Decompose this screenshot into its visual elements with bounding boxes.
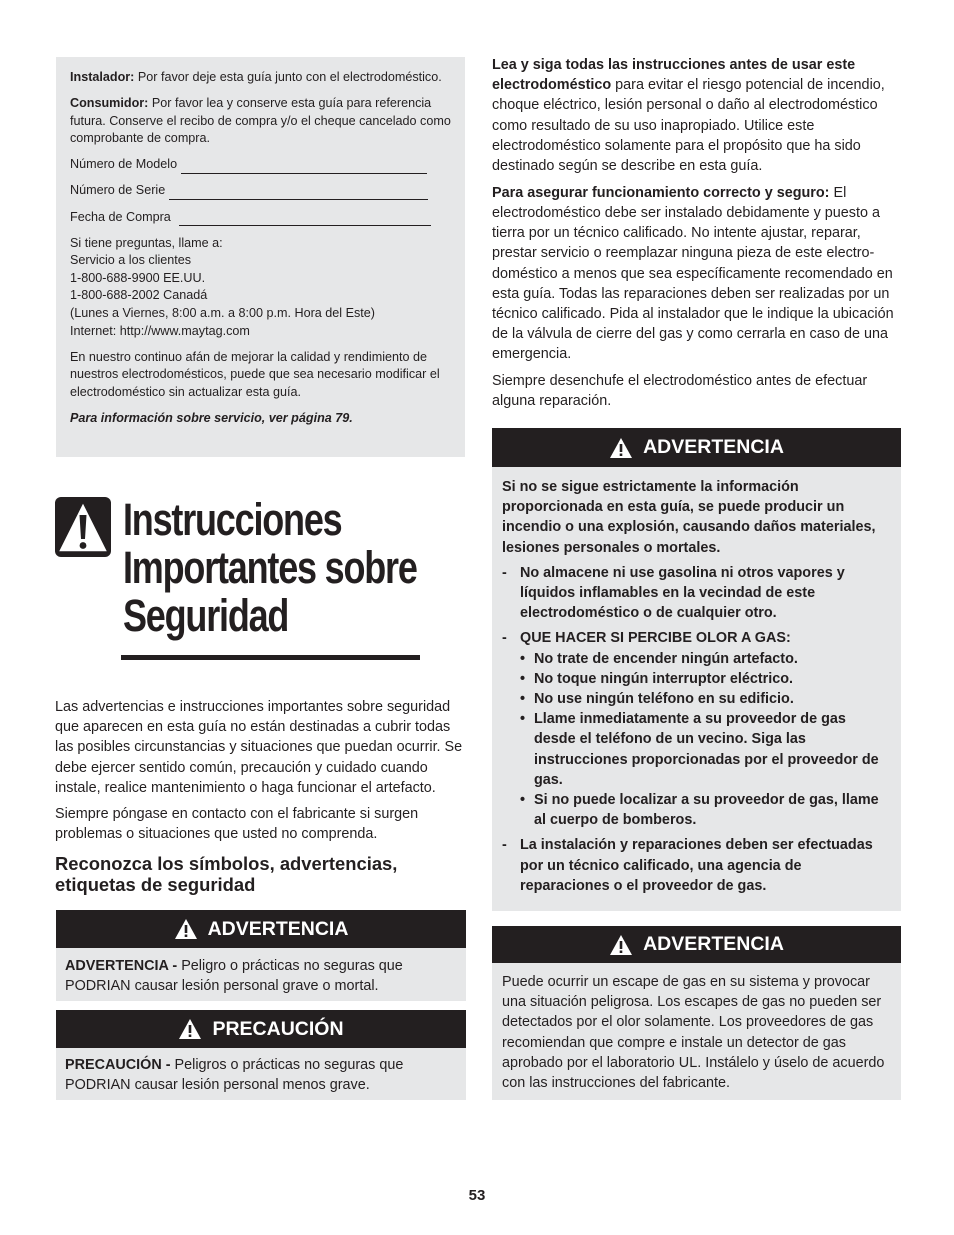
improvement-note: En nuestro continuo afán de mejorar la calidad y rendimiento de nuestros electrodomésticos, puede que sea necesario modificar el electrodoméstico sin actualizar esta guía.: [70, 349, 440, 399]
gas-detector-warning-box: Puede ocurrir un escape de gas en su sistema y provocar una situación peligrosa. Los escapes de gas no pueden ser detectados por el olor solamente. Los proveedores de gas recomiendan que compre e instale un detector de gas aprobado por el laboratorio UL. Instálelo y úselo de acuerdo con las instrucciones del fabricante.: [492, 963, 901, 1100]
gas-warning-box: [492, 467, 901, 911]
warning-triangle-icon: [55, 497, 111, 557]
title-divider: [121, 655, 420, 660]
precaucion-definition: PRECAUCIÓN - Peligros o prácticas no seguras que PODRIAN causar lesión personal menos grave.: [56, 1048, 466, 1100]
warning-icon: [609, 437, 633, 459]
list-item: • Si no puede localizar a su proveedor de gas, llame al cuerpo de bomberos.: [520, 792, 879, 829]
gas-warning-header: ADVERTENCIA: [492, 428, 901, 467]
model-number-line: [181, 161, 427, 174]
installer-note: Instalador: Por favor deje esta guía junto con el electrodoméstico.: [70, 70, 442, 84]
warning-icon: [178, 1018, 202, 1040]
purchase-date-field: Fecha de Compra: [70, 209, 451, 227]
gas-warning-intro: Si no se sigue estrictamente la información proporcionada en esta guía, se puede producir un incendio o una explosión, causando daños materiales, lesiones personales o mortales.: [502, 479, 876, 556]
intro-section: [55, 697, 470, 850]
owner-info-box: [56, 57, 465, 457]
contact-info: Si tiene preguntas, llame a: Servicio a los clientes 1-800-688-9900 EE.UU. 1-800-688-2002 Canadá (Lunes a Viernes, 8:00 a.m. a 8:00 p.m. Hora del Este) Internet: http://www.maytag.com: [70, 235, 375, 338]
page-title: Instrucciones Importantes sobre Seguridad: [123, 494, 417, 641]
model-number-field: Número de Modelo: [70, 156, 451, 174]
advertencia-definition: ADVERTENCIA - Peligro o prácticas no seguras que PODRIAN causar lesión personal grave o mortal.: [56, 948, 466, 1001]
precaucion-header: PRECAUCIÓN: [56, 1010, 466, 1048]
page-number: 53: [468, 1187, 486, 1204]
section-heading: Reconozca los símbolos, advertencias, etiquetas de seguridad: [55, 853, 398, 895]
list-item: • No toque ningún interruptor eléctrico.: [520, 670, 794, 687]
consumer-note: Consumidor: Por favor lea y conserve esta guía para referencia futura. Conserve el recibo de compra y/o el cheque cancelado como comprobante de compra.: [70, 96, 451, 146]
warning-icon: [609, 934, 633, 956]
list-item: - QUE HACER SI PERCIBE OLOR A GAS:: [502, 630, 791, 647]
list-item: - La instalación y reparaciones deben ser efectuadas por un técnico calificado, una agencia de reparaciones o el proveedor de gas.: [502, 837, 873, 894]
proper-operation-paragraph: Para asegurar funcionamiento correcto y seguro: El electrodoméstico debe ser instalado debidamente y puesto a tierra por un técnico calificado. No intente ajustar, reparar, prestar servicio o reemplazar ninguna pieza de este electro-doméstico a menos que sea específicamente recomendado en esta guía. Todas las reparaciones deben ser realizadas por un técnico calificado. Pida al instalador que le indique la ubicación de la válvula de cierre del gas y como cerrarla en caso de una emergencia.: [492, 184, 894, 363]
intro-paragraph-2: Siempre póngase en contacto con el fabricante si surgen problemas o situaciones que usted no comprenda.: [55, 806, 419, 843]
advertencia-header: ADVERTENCIA: [56, 910, 466, 948]
intro-paragraph-1: Las advertencias e instrucciones importantes sobre seguridad que aparecen en esta guía no están destinadas a cubrir todas las posibles circunstancias y situaciones que puedan ocurrir. Se debe ejercer sentido común, precaución y cuidado cuando instale, realice mantenimiento o haga funcionar el artefacto.: [55, 699, 463, 796]
purchase-date-line: [179, 213, 431, 226]
safety-instructions: [492, 55, 902, 418]
read-instructions-paragraph: Lea y siga todas las instrucciones antes de usar este electrodoméstico para evitar el riesgo potencial de incendio, choque eléctrico, lesión personal o daño al electrodoméstico como resultado de su uso inapropiado. Utilice este electrodoméstico solamente para el propósito que ha sido destinado según se describe en esta guía.: [492, 57, 885, 175]
list-item: • No trate de encender ningún artefacto.: [520, 650, 798, 667]
gas-detector-warning-header: ADVERTENCIA: [492, 926, 901, 963]
list-item: • No use ningún teléfono en su edificio.: [520, 691, 794, 708]
list-item: • Llame inmediatamente a su proveedor de gas desde el teléfono de un vecino. Siga las instrucciones proporcionadas por el proveedor de gas.: [520, 711, 879, 788]
serial-number-line: [169, 187, 428, 200]
warning-icon: [174, 918, 198, 940]
gas-smell-steps: [520, 649, 891, 831]
list-item: - No almacene ni use gasolina ni otros vapores y líquidos inflamables en la vecindad de este electrodoméstico o de cualquier otro.: [502, 564, 845, 622]
serial-number-field: Número de Serie: [70, 182, 451, 200]
unplug-paragraph: Siempre desenchufe el electrodoméstico antes de efectuar alguna reparación.: [492, 373, 868, 410]
service-note: Para información sobre servicio, ver página 79.: [70, 411, 353, 425]
